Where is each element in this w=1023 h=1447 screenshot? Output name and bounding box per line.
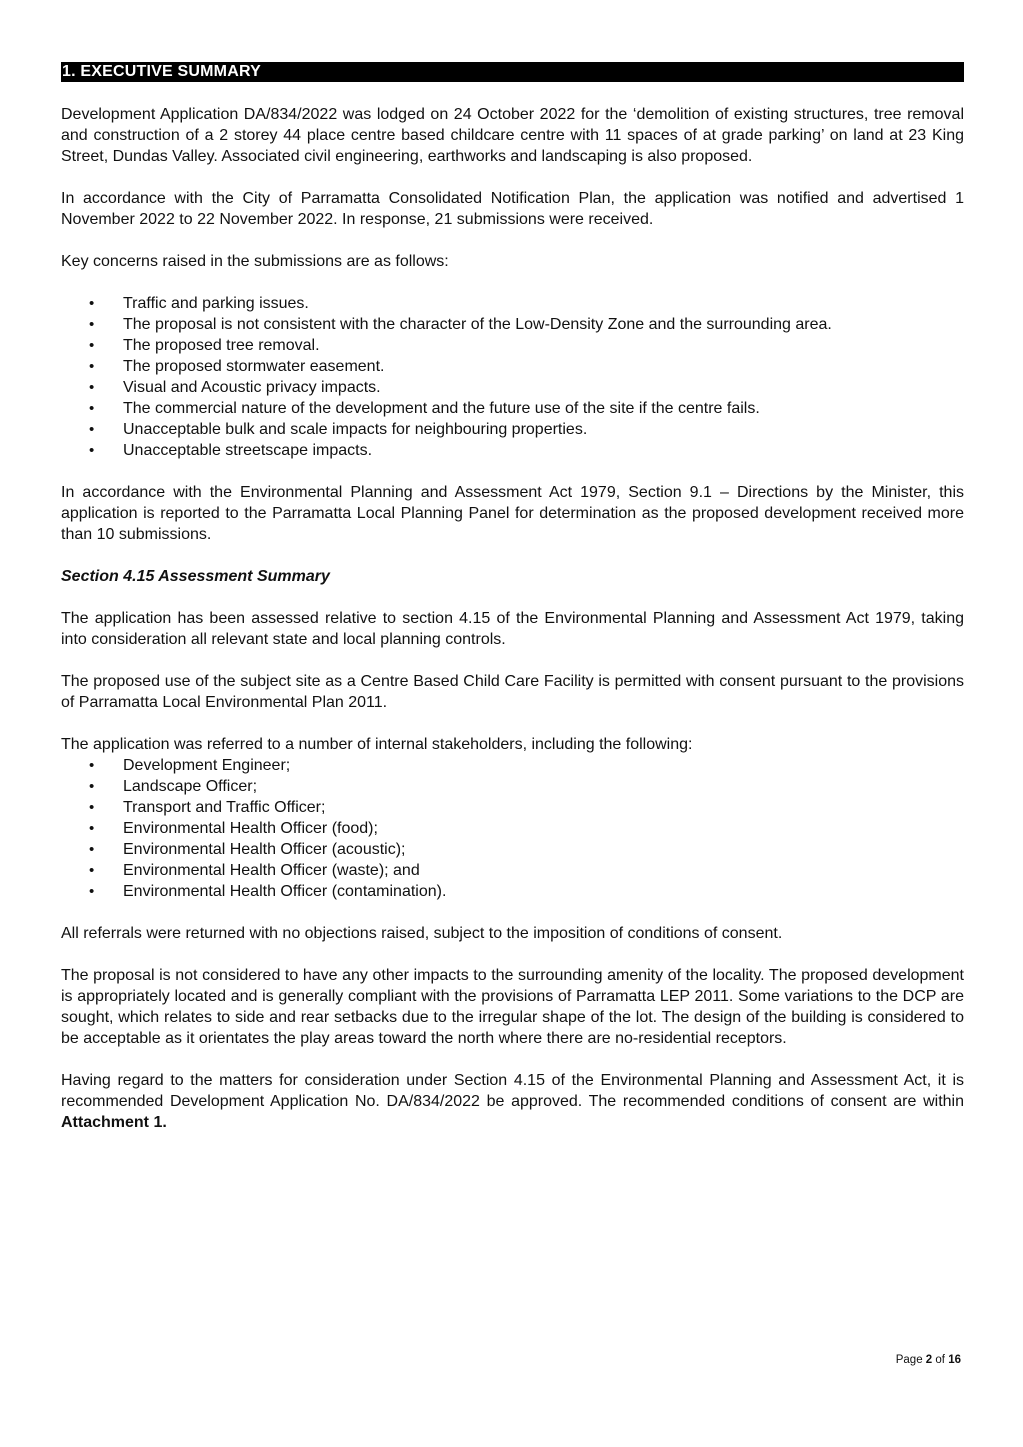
section-heading: 1. EXECUTIVE SUMMARY (61, 62, 964, 82)
notification-paragraph: In accordance with the City of Parramatta Consolidated Notification Plan, the application was notified and advertised 1 November 2022 to 22 November 2022. In response, 21 submissions were received. (61, 190, 964, 228)
list-item: • Visual and Acoustic privacy impacts. (89, 379, 381, 396)
bullet-icon: • (89, 337, 95, 354)
bullet-icon: • (89, 841, 95, 858)
section-9-1-paragraph: In accordance with the Environmental Planning and Assessment Act 1979, Section 9.1 – Directions by the Minister, this application is reported to the Parramatta Local Planning Panel for determination as the proposed development received more than 10 submissions. (61, 484, 964, 543)
list-item: • Environmental Health Officer (contamination). (89, 883, 447, 900)
list-item: • Environmental Health Officer (waste); and (89, 862, 420, 879)
assessment-paragraph: The application has been assessed relative to section 4.15 of the Environmental Planning and Assessment Act 1979, taking into consideration all relevant state and local planning controls. (61, 610, 964, 648)
list-item: • The proposed stormwater easement. (89, 358, 385, 375)
bullet-icon: • (89, 379, 95, 396)
bullet-icon: • (89, 820, 95, 837)
assessment-summary-heading: Section 4.15 Assessment Summary (61, 568, 330, 585)
list-item: • Unacceptable streetscape impacts. (89, 442, 373, 459)
impacts-paragraph: The proposal is not considered to have any other impacts to the surrounding amenity of the locality. The proposed development is appropriately located and is generally compliant with the provisions of Parramatta LEP 2011. Some variations to the DCP are sought, which relates to side and rear setbacks due to the irregular shape of the lot. The design of the building is considered to be acceptable as it orientates the play areas toward the north where there are no-residential receptors. (61, 967, 964, 1047)
recommendation-paragraph: Having regard to the matters for consideration under Section 4.15 of the Environmental Planning and Assessment Act, it is recommended Development Application No. DA/834/2022 be approved. The recommended conditions of consent are within Attachment 1. (61, 1072, 964, 1131)
permissibility-paragraph: The proposed use of the subject site as a Centre Based Child Care Facility is permitted with consent pursuant to the provisions of Parramatta Local Environmental Plan 2011. (61, 673, 964, 711)
bullet-icon: • (89, 778, 95, 795)
concerns-intro: Key concerns raised in the submissions are as follows: (61, 253, 449, 270)
list-item: • The commercial nature of the development and the future use of the site if the centre fails. (89, 400, 760, 417)
bullet-icon: • (89, 442, 95, 459)
list-item: • Development Engineer; (89, 757, 291, 774)
bullet-icon: • (89, 316, 95, 333)
bullet-icon: • (89, 358, 95, 375)
list-item: • Landscape Officer; (89, 778, 258, 795)
referrals-list (61, 755, 964, 902)
bullet-icon: • (89, 295, 95, 312)
page-number: Page 2 of 16 (895, 1354, 961, 1366)
list-item: • Environmental Health Officer (food); (89, 820, 378, 837)
list-item: • Traffic and parking issues. (89, 295, 309, 312)
bullet-icon: • (89, 862, 95, 879)
list-item: • Transport and Traffic Officer; (89, 799, 326, 816)
bullet-icon: • (89, 883, 95, 900)
referrals-outcome-paragraph: All referrals were returned with no objections raised, subject to the imposition of conditions of consent. (61, 925, 783, 942)
attachment-reference: Attachment 1. (61, 1114, 167, 1131)
bullet-icon: • (89, 421, 95, 438)
list-item: • Environmental Health Officer (acoustic); (89, 841, 406, 858)
document-page (61, 62, 964, 1154)
bullet-icon: • (89, 400, 95, 417)
intro-paragraph: Development Application DA/834/2022 was lodged on 24 October 2022 for the ‘demolition of existing structures, tree removal and construction of a 2 storey 44 place centre based childcare centre with 11 spaces of at grade parking’ on land at 23 King Street, Dundas Valley. Associated civil engineering, earthworks and landscaping is also proposed. (61, 106, 964, 165)
list-item: • Unacceptable bulk and scale impacts for neighbouring properties. (89, 421, 588, 438)
referrals-intro: The application was referred to a number of internal stakeholders, including the following: (61, 736, 693, 753)
list-item: • The proposed tree removal. (89, 337, 320, 354)
bullet-icon: • (89, 799, 95, 816)
bullet-icon: • (89, 757, 95, 774)
concerns-list (61, 293, 964, 461)
list-item: • The proposal is not consistent with the character of the Low-Density Zone and the surrounding area. (89, 316, 832, 333)
